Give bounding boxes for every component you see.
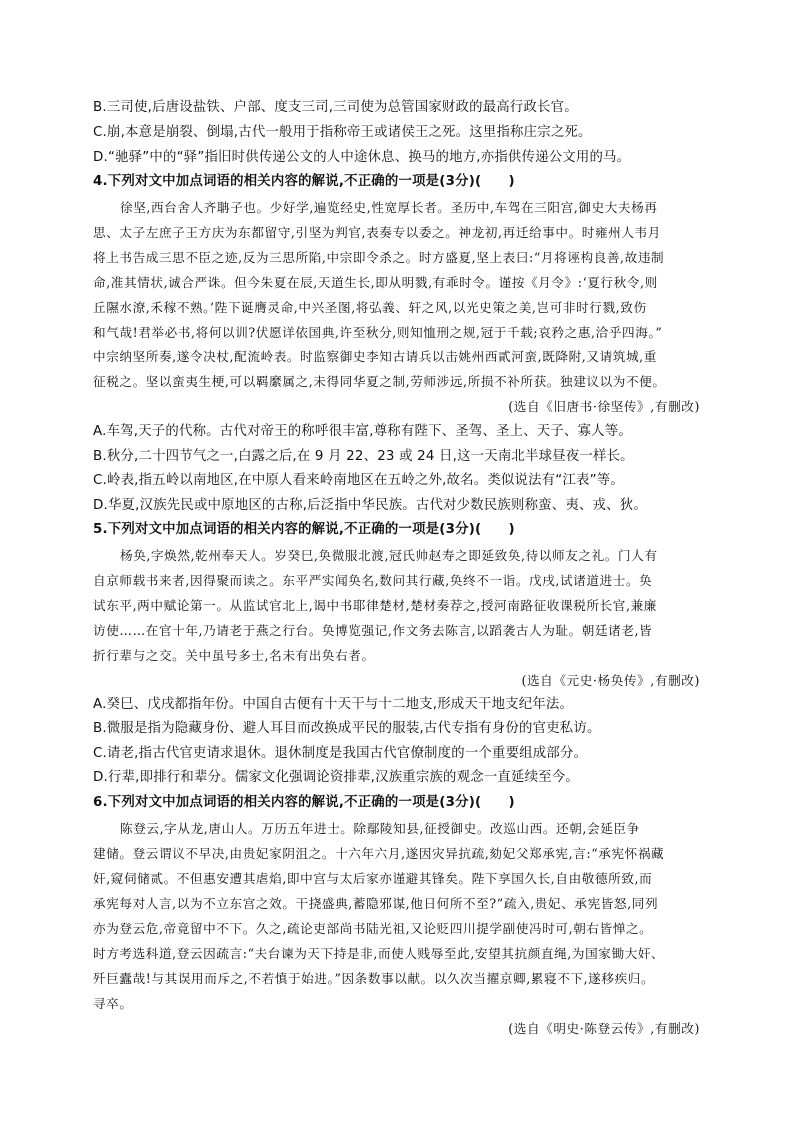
q6-passage-line: 建储。登云谓议不早决,由贵妃家阴沮之。十六年六月,遂因灾异抗疏,劾妃父郑承宪,言:“承宪怀祸藏 [93, 846, 665, 861]
question-5-stem: 5.下列对文中加点词语的相关内容的解说,不正确的一项是(3分)( ) [93, 522, 515, 537]
q4-source: (选自《旧唐书·徐坚传》,有删改) [508, 399, 700, 414]
q4-option-b: B.秋分,二十四节气之一,白露之后,在 9 月 22、23 或 24 日,这一天南北半球昼夜一样长。 [93, 449, 634, 464]
q4-option-a: A.车驾,天子的代称。古代对帝王的称呼很丰富,尊称有陛下、圣驾、圣上、天子、寡人等。 [93, 424, 632, 439]
question-4-stem: 4.下列对文中加点词语的相关内容的解说,不正确的一项是(3分)( ) [93, 174, 515, 189]
q6-passage-line: 承宪每对人言,以为不立东宫之效。干挠盛典,蓄隐邪谋,他日何所不至?”疏入,贵妃、承宪皆怒,同列 [93, 896, 659, 911]
q4-passage-line: 命,准其情状,诚合严诛。但今朱夏在辰,天道生长,即从明戮,有乖时令。谨按《月令》:‘夏行秋令,则 [93, 275, 658, 290]
q4-passage-line: 和气哉!君举必书,将何以训?伏愿详依国典,许至秋分,则知恤刑之规,冠于千载;哀矜之惠,洽乎四海。” [93, 325, 663, 340]
q4-passage-line: 中宗纳坚所奏,遂令决杖,配流岭表。时监察御史李知古请兵以击姚州西貳河蛮,既降附,又请筑城,重 [93, 349, 657, 364]
q6-passage-line: 奸,窥伺储贰。不但惠安遭其虐焰,即中宫与太后家亦谨避其锋矣。陛下享国久长,自由敬德所致,而 [93, 871, 653, 886]
q6-passage-line: 陈登云,字从龙,唐山人。万历五年进士。除鄢陵知县,征授御史。改巡山西。还朝,会延臣争 [120, 821, 640, 836]
q5-passage-line: 折行辈与之交。关中虽号多士,名未有出奂右者。 [93, 648, 375, 663]
q6-source: (选自《明史·陈登云传》,有删改) [508, 1021, 700, 1036]
q4-passage-line: 徐坚,西台舍人齐聃子也。少好学,遍览经史,性宽厚长者。圣历中,车驾在三阳宫,御史大夫杨再 [120, 200, 658, 215]
q5-source: (选自《元史·杨奂传》,有删改) [521, 673, 700, 688]
q5-option-b: B.微服是指为隐藏身份、避人耳目而改换成平民的服装,古代专指有身份的官吏私访。 [93, 721, 601, 736]
q4-option-c: C.岭表,指五岭以南地区,在中原人看来岭南地区在五岭之外,故名。类似说法有“江表”等。 [93, 473, 624, 488]
option-b-top: B.三司使,后唐设盐铁、户部、度支三司,三司使为总管国家财政的最高行政长官。 [93, 100, 578, 115]
q4-passage-line: 丘隰水潦,禾稼不熟。’陛下诞膺灵命,中兴圣图,将弘義、轩之风,以光史策之美,岂可非时行戮,致伤 [93, 300, 647, 315]
q5-option-a: A.癸巳、戊戌都指年份。中国自古便有十天干与十二地支,形成天干地支纪年法。 [93, 697, 574, 712]
question-6-stem: 6.下列对文中加点词语的相关内容的解说,不正确的一项是(3分)( ) [93, 795, 515, 810]
q4-passage-line: 将上书告成三思不臣之迹,反为三思所陷,中宗即令杀之。时方盛夏,坚上表曰:“月将诬构良善,故违制 [93, 250, 665, 265]
q5-option-d: D.行辈,即排行和辈分。儒家文化强调论资排辈,汉族重宗族的观念一直延续至今。 [93, 770, 579, 785]
q6-passage-line: 亦为登云危,帝竟留中不下。久之,疏论吏部尚书陆光祖,又论贬四川提学副使冯时可,朝右皆惮之。 [93, 921, 653, 936]
q6-passage-line: 歼巨蠹哉!与其误用而斥之,不若慎于始进。”因条数事以献。以久次当擢京卿,累寝不下,遂移疾归。 [93, 971, 655, 986]
q4-passage-line: 思、太子左庶子王方庆为东都留守,引坚为判官,表奏专以委之。神龙初,再迁给事中。时雍州人韦月 [93, 225, 661, 240]
q5-option-c: C.请老,指古代官吏请求退休。退休制度是我国古代官僚制度的一个重要组成部分。 [93, 746, 588, 761]
q5-passage-line: 自京师载书来者,因得聚而读之。东平严实闻奂名,数问其行藏,奂终不一诣。戊戌,试诸道进士。奂 [93, 573, 653, 588]
q5-passage-line: 杨奂,字焕然,乾州奉天人。岁癸巳,奂微服北渡,冠氏帅赵寿之即延致奂,待以师友之礼。门人有 [120, 548, 658, 563]
option-d-top: D.“驰驿”中的“驿”指旧时供传递公文的人中途休息、换马的地方,亦指供传递公文用的马。 [93, 150, 631, 165]
q4-passage-line: 征税之。坚以蛮夷生梗,可以羁縻属之,未得同华夏之制,劳师涉远,所损不补所获。独建议以为不便。 [93, 374, 666, 389]
q6-passage-line: 寻卒。 [93, 996, 133, 1011]
option-c-top: C.崩,本意是崩裂、倒塌,古代一般用于指称帝王或诸侯王之死。这里指称庄宗之死。 [93, 125, 592, 140]
q6-passage-line: 时方考选科道,登云因疏言:“夫台谏为天下持是非,而使人贱辱至此,安望其抗颜直绳,为国家锄大奸、 [93, 946, 665, 961]
q4-option-d: D.华夏,汉族先民或中原地区的古称,后泛指中华民族。古代对少数民族则称蛮、夷、戎、狄。 [93, 498, 647, 513]
q5-passage-line: 试东平,两中赋论第一。从监试官北上,谒中书耶律楚材,楚材奏荐之,授河南路征收课税所长官,兼廉 [93, 598, 657, 613]
q5-passage-line: 访使……在官十年,乃请老于燕之行台。奂博览强记,作文务去陈言,以蹈袭古人为耻。朝廷诸老,皆 [93, 623, 653, 638]
